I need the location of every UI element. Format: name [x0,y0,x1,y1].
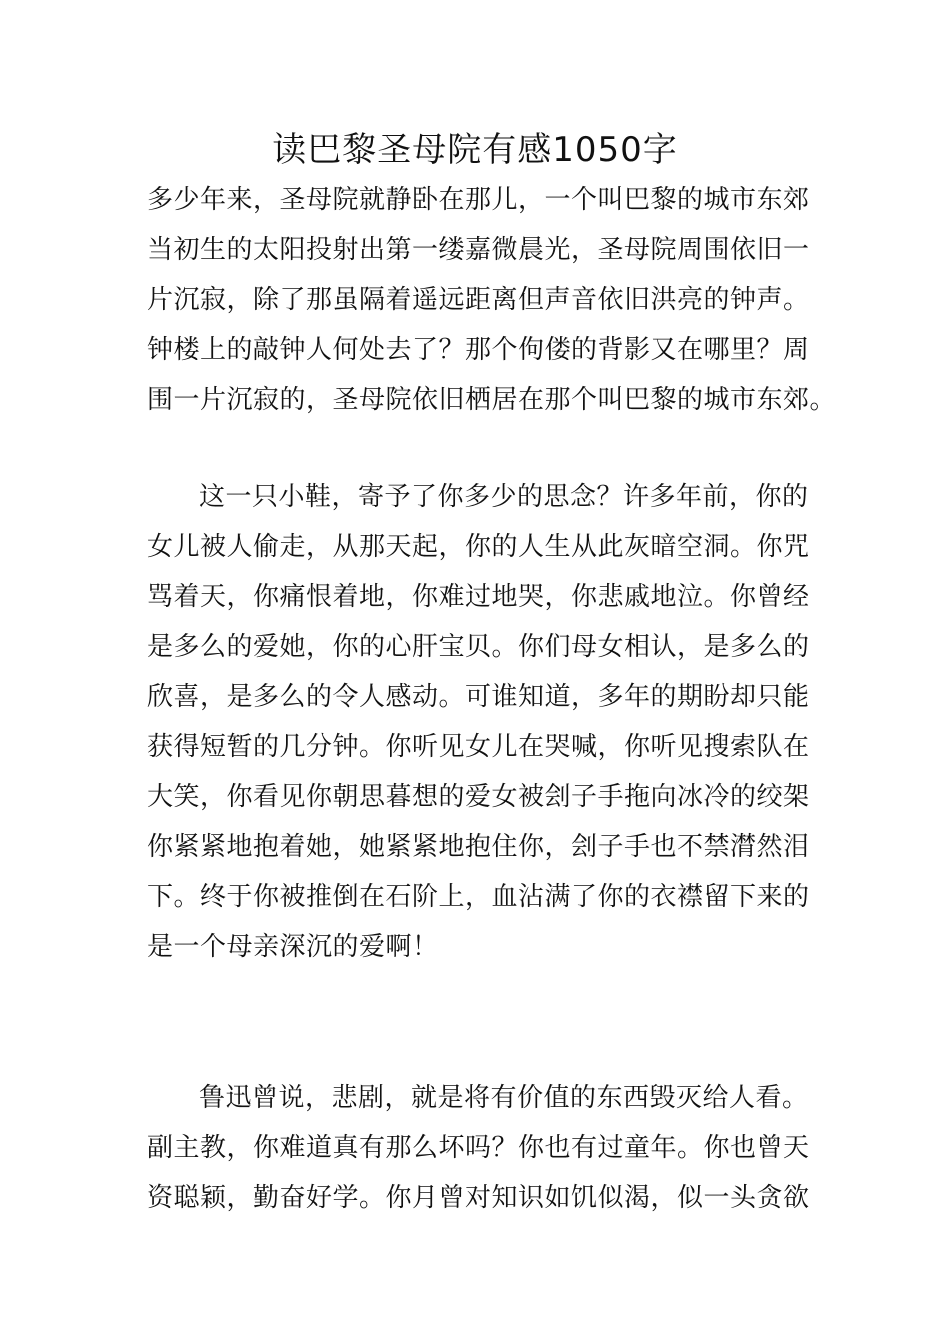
paragraph-1-line-2: 当初生的太阳投射出第一缕嘉微晨光，圣母院周围依旧一 [147,235,810,265]
paragraph-2-line-1: 这一只小鞋，寄予了你多少的思念？许多年前，你的 [199,482,809,512]
paragraph-2-line-6: 获得短暂的几分钟。你听见女儿在哭喊，你听见搜索队在 [147,732,810,762]
paragraph-2-line-8: 你紧紧地抱着她，她紧紧地抱住你，刽子手也不禁潸然泪 [147,832,810,862]
paragraph-2-line-9: 下。终于你被推倒在石阶上，血沾满了你的衣襟留下来的 [147,882,810,912]
paragraph-1-line-4: 钟楼上的敲钟人何处去了？那个佝偻的背影又在哪里？周 [147,335,810,365]
paragraph-3-line-3: 资聪颖，勤奋好学。你月曾对知识如饥似渴，似一头贪欲 [147,1183,810,1213]
paragraph-3-line-2: 副主教，你难道真有那么坏吗？你也有过童年。你也曾天 [147,1133,810,1163]
paragraph-2-line-10: 是一个母亲深沉的爱啊！ [147,932,439,962]
paragraph-2-line-2: 女儿被人偷走，从那天起，你的人生从此灰暗空洞。你咒 [147,532,810,562]
paragraph-2-line-4: 是多么的爱她，你的心肝宝贝。你们母女相认，是多么的 [147,632,810,662]
paragraph-1-line-1: 多少年来，圣母院就静卧在那儿，一个叫巴黎的城市东郊 [147,185,810,215]
paragraph-1-line-5: 围一片沉寂的，圣母院依旧栖居在那个叫巴黎的城市东郊。 [147,385,837,415]
paragraph-3-line-1: 鲁迅曾说，悲剧，就是将有价值的东西毁灭给人看。 [199,1083,809,1113]
paragraph-2-line-3: 骂着天，你痛恨着地，你难过地哭，你悲戚地泣。你曾经 [147,582,810,612]
paragraph-1-line-3: 片沉寂，除了那虽隔着遥远距离但声音依旧洪亮的钟声。 [147,285,810,315]
paragraph-2-line-5: 欣喜，是多么的令人感动。可谁知道，多年的期盼却只能 [147,682,810,712]
paragraph-2-line-7: 大笑，你看见你朝思暮想的爱女被刽子手拖向冰冷的绞架 [147,782,810,812]
document-title: 读巴黎圣母院有感1050字 [272,130,678,170]
